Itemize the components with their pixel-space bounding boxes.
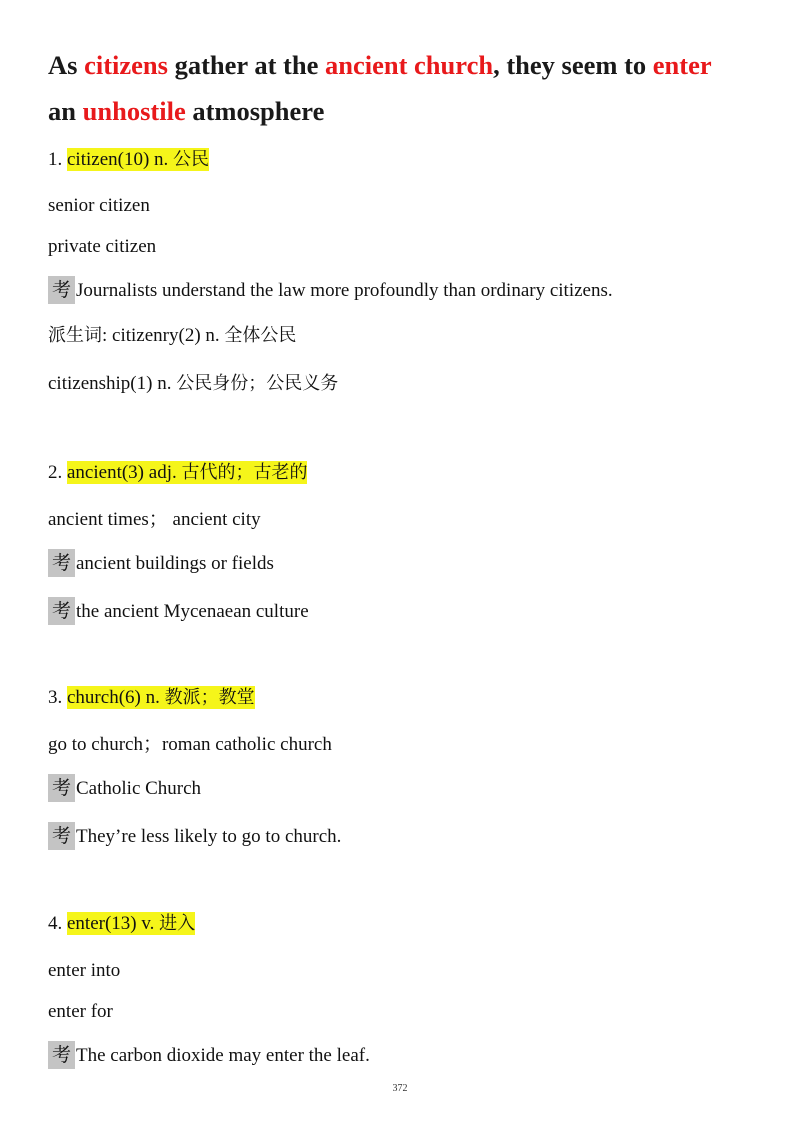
entry-heading xyxy=(48,147,209,173)
headword-highlight xyxy=(67,912,195,935)
entry-heading xyxy=(48,911,195,937)
derived-word: : citizenry(2) n. xyxy=(102,325,225,346)
example-line xyxy=(48,774,201,802)
example-text: The carbon dioxide may enter the leaf. xyxy=(76,1045,370,1066)
entry-number: 2. xyxy=(48,462,67,483)
entry-number: 3. xyxy=(48,687,67,708)
headword: ancient(3) adj. xyxy=(67,462,182,483)
example-text: Journalists understand the law more profoundly than ordinary citizens. xyxy=(76,280,613,301)
page-title xyxy=(48,42,768,134)
derived-word: citizenship(1) n. xyxy=(48,373,177,394)
headword: enter(13) v. xyxy=(67,913,160,934)
headword: church(6) n. xyxy=(67,687,165,708)
phrase-line: enter into xyxy=(48,960,121,981)
headword-highlight xyxy=(67,461,307,484)
exam-marker-icon: 考 xyxy=(48,276,75,304)
title-text: As xyxy=(48,50,85,80)
example-text: ancient buildings or fields xyxy=(76,553,274,574)
exam-marker-icon: 考 xyxy=(48,1041,75,1069)
example-line xyxy=(48,276,613,304)
exam-marker-icon: 考 xyxy=(48,549,75,577)
example-text: the ancient Mycenaean culture xyxy=(76,601,309,622)
example-line xyxy=(48,822,341,850)
title-keyword-citizens: citizens xyxy=(84,50,168,80)
exam-marker-icon: 考 xyxy=(48,822,75,850)
title-text: , they seem to xyxy=(493,50,653,80)
derived-translation: 公民身份；公民义务 xyxy=(176,373,339,394)
example-line xyxy=(48,597,309,625)
title-keyword-unhostile: unhostile xyxy=(82,96,186,126)
title-text: gather at the xyxy=(167,50,325,80)
entry-heading xyxy=(48,685,255,711)
headword-translation: 教派；教堂 xyxy=(164,687,255,708)
exam-marker-icon: 考 xyxy=(48,597,75,625)
phrase-line: ancient times； ancient city xyxy=(48,509,261,530)
derived-line xyxy=(48,371,338,397)
derived-translation: 全体公民 xyxy=(224,325,297,346)
example-line xyxy=(48,1041,370,1069)
phrase-line: private citizen xyxy=(48,236,157,257)
phrase-line: enter for xyxy=(48,1001,113,1022)
headword: citizen(10) n. xyxy=(67,149,174,170)
title-keyword-ancient-church: ancient church xyxy=(324,50,494,80)
derived-label: 派生词 xyxy=(48,325,102,346)
example-text: Catholic Church xyxy=(76,778,202,799)
headword-translation: 进入 xyxy=(159,913,196,934)
exam-marker-icon: 考 xyxy=(48,774,75,802)
headword-translation: 公民 xyxy=(173,149,210,170)
derived-line xyxy=(48,323,296,349)
example-text: They’re less likely to go to church. xyxy=(76,826,342,847)
headword-highlight xyxy=(67,686,255,709)
example-line xyxy=(48,549,274,577)
headword-translation: 古代的；古老的 xyxy=(181,462,308,483)
entry-number: 4. xyxy=(48,913,67,934)
entry-number: 1. xyxy=(48,149,67,170)
title-text: an xyxy=(48,96,83,126)
entry-heading xyxy=(48,460,307,486)
title-text: atmosphere xyxy=(185,96,325,126)
title-keyword-enter: enter xyxy=(652,50,712,80)
page-number: 372 xyxy=(392,1083,408,1094)
phrase-line: senior citizen xyxy=(48,195,150,216)
phrase-line: go to church；roman catholic church xyxy=(48,734,332,755)
headword-highlight xyxy=(67,148,209,171)
